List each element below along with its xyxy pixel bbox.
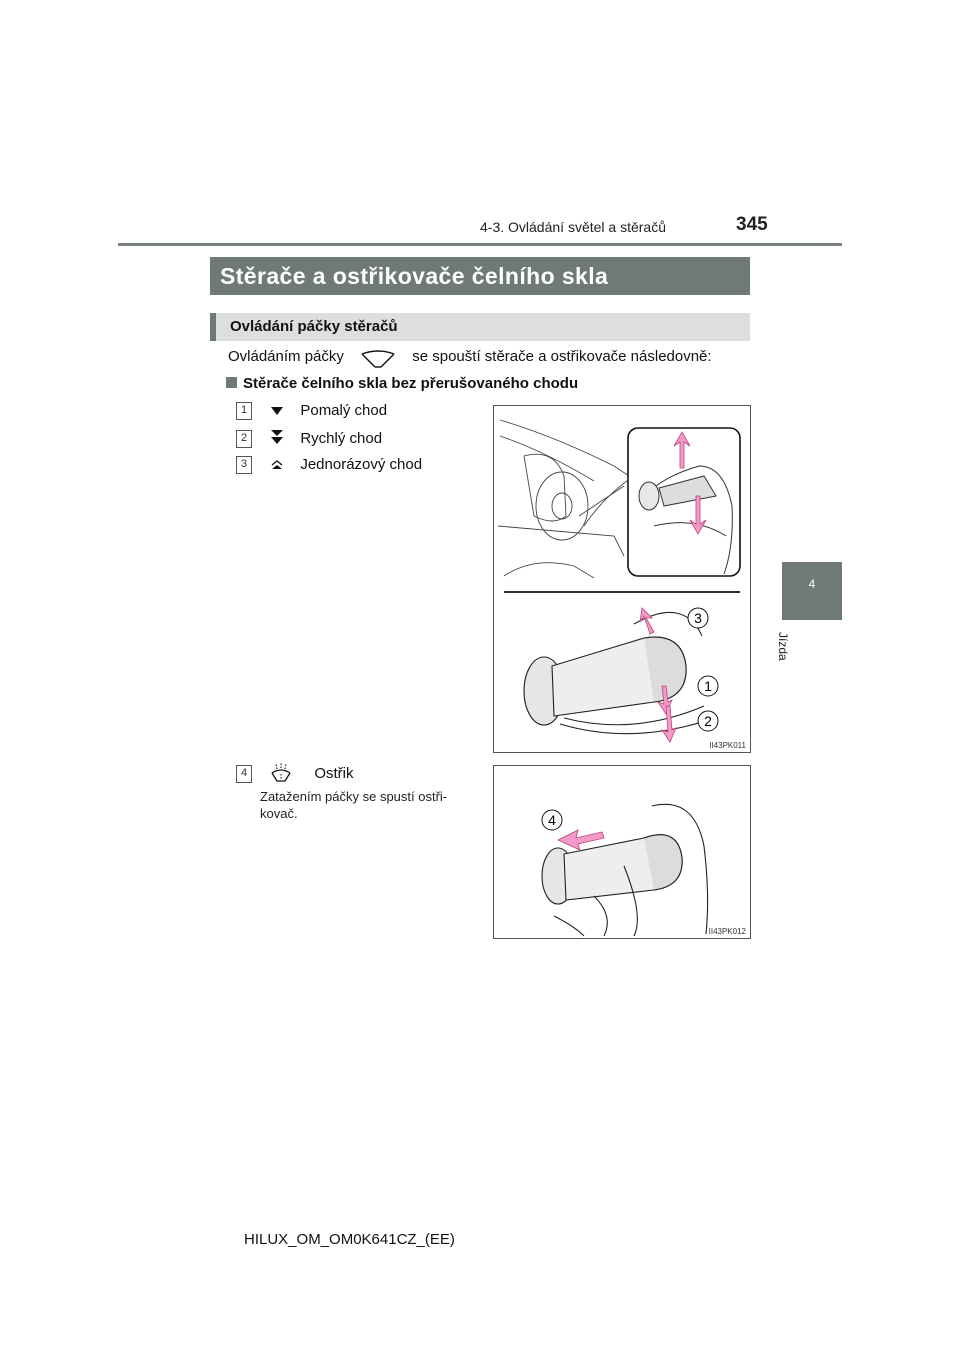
figure-code: II43PK012	[708, 927, 746, 936]
figure-washer-lever	[493, 765, 751, 939]
list-item	[236, 761, 354, 787]
item-label: Pomalý chod	[300, 402, 388, 419]
item-label: Jednorázový chod	[300, 456, 423, 473]
item-number: 4	[236, 765, 252, 783]
triangle-down-icon	[266, 403, 288, 420]
header-rule	[118, 243, 842, 246]
item-number: 3	[236, 456, 252, 474]
callout-3: 3	[694, 610, 702, 626]
item-label: Ostřik	[314, 764, 354, 782]
intro-before: Ovládáním páčky	[228, 348, 344, 365]
item-label: Rychlý chod	[300, 429, 383, 447]
washer-icon	[266, 761, 296, 787]
bullet-heading-text: Stěrače čelního skla bez přerušovaného chodu	[243, 375, 579, 392]
chevron-up-icon	[266, 457, 288, 474]
document-id: HILUX_OM_OM0K641CZ_(EE)	[244, 1231, 455, 1248]
section-title: 4-3. Ovládání světel a stěračů	[480, 219, 666, 235]
washer-description: Zatažením páčky se spustí ostři- kovač.	[260, 789, 448, 821]
chapter-label: Jízda	[776, 632, 790, 661]
callout-2: 2	[704, 713, 712, 729]
item-number: 1	[236, 402, 252, 420]
callout-4: 4	[548, 812, 556, 828]
intro-text	[228, 348, 712, 366]
page-number: 345	[736, 214, 768, 235]
subsection-title: Ovládání páčky stěračů	[210, 313, 750, 341]
list-item	[236, 402, 387, 420]
double-triangle-down-icon	[266, 429, 288, 449]
intro-after: se spouští stěrače a ostřikovače následovně:	[412, 348, 712, 365]
bullet-heading	[226, 375, 578, 392]
chapter-tab: 4	[782, 562, 842, 620]
figure-wiper-lever	[493, 405, 751, 753]
item-number: 2	[236, 430, 252, 448]
bullet-square-icon	[226, 377, 237, 388]
callout-1: 1	[704, 678, 712, 694]
wiper-icon	[348, 348, 408, 366]
page-title: Stěrače a ostřikovače čelního skla	[210, 257, 750, 295]
list-item	[236, 429, 382, 449]
figure-code: II43PK011	[709, 741, 746, 750]
list-item	[236, 456, 422, 474]
